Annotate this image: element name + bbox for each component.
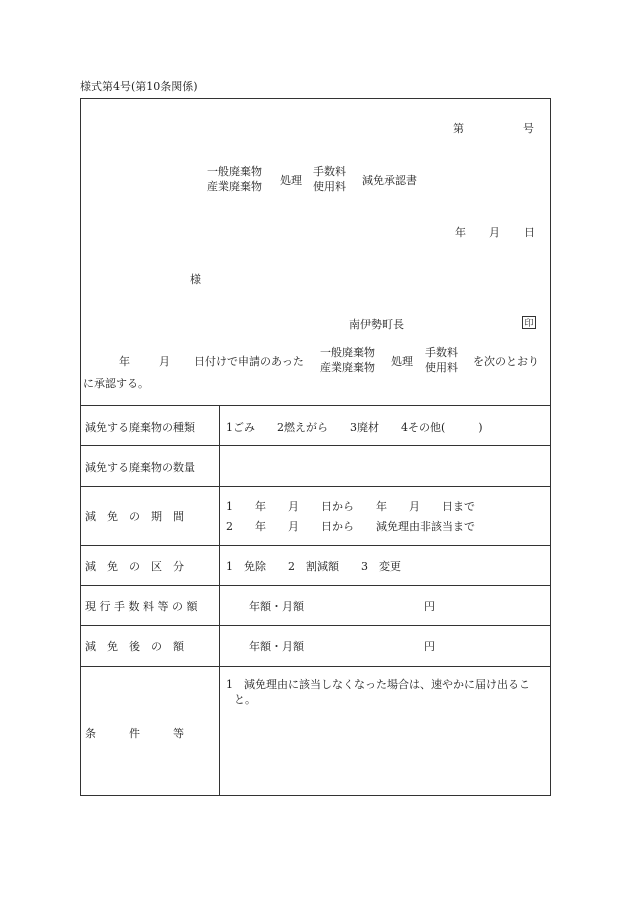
row-value-period-1: 1 年 月 日から 年 月 日まで — [226, 500, 475, 513]
doc-title: 減免承認書 — [362, 174, 417, 187]
row-yen-after-fee: 円 — [424, 640, 435, 653]
statement-fee-shiyoryo: 使用料 — [425, 361, 458, 374]
row-label-quantity: 減免する廃棄物の数量 — [85, 461, 195, 474]
row-label-conditions: 条 件 等 — [85, 727, 184, 740]
shori-label: 処理 — [280, 174, 302, 187]
row-divider — [81, 666, 550, 667]
row-value-conditions-1: 1 減免理由に該当しなくなった場合は、速やかに届け出るこ — [226, 678, 530, 691]
row-value-category: 1 免除 2 割減額 3 変更 — [226, 560, 401, 573]
statement-text-2: を次のとおり — [473, 355, 539, 368]
statement-shori: 処理 — [391, 355, 413, 368]
row-divider — [81, 445, 550, 446]
addressee-sama: 様 — [190, 273, 201, 286]
fee-type-shiyoryo: 使用料 — [313, 180, 346, 193]
form-caption: 様式第4号(第10条関係) — [80, 80, 198, 93]
row-divider — [81, 486, 550, 487]
waste-type-general: 一般廃棄物 — [207, 165, 262, 178]
row-divider — [81, 545, 550, 546]
row-yen-current-fee: 円 — [424, 600, 435, 613]
row-divider — [81, 405, 550, 406]
fee-type-stack — [313, 164, 346, 194]
statement-fee-stack — [425, 345, 458, 375]
row-value-conditions-2: と。 — [234, 693, 256, 706]
row-label-current-fee: 現 行 手 数 料 等 の 額 — [85, 600, 198, 613]
form-frame — [80, 98, 551, 796]
statement-fee-tesuryo: 手数料 — [425, 346, 458, 359]
number-dai: 第 — [453, 122, 464, 135]
row-label-kind: 減免する廃棄物の種類 — [85, 421, 195, 434]
statement-waste-industrial: 産業廃棄物 — [320, 361, 375, 374]
waste-type-stack — [207, 164, 262, 194]
row-value-period-2: 2 年 月 日から 減免理由非該当まで — [226, 520, 475, 533]
row-value-current-fee: 年額・月額 — [249, 600, 304, 613]
fee-type-tesuryo: 手数料 — [313, 165, 346, 178]
column-divider — [219, 405, 220, 796]
date-year: 年 — [455, 226, 466, 239]
number-go: 号 — [523, 122, 534, 135]
row-label-after-fee: 減 免 後 の 額 — [85, 640, 184, 653]
seal-mark: 印 — [522, 316, 536, 329]
row-divider — [81, 625, 550, 626]
row-divider — [81, 585, 550, 586]
issuer-name: 南伊勢町長 — [349, 318, 404, 331]
statement-line-2: に承認する。 — [83, 377, 149, 390]
row-label-period: 減 免 の 期 間 — [85, 510, 184, 523]
date-month: 月 — [489, 226, 500, 239]
statement-text-1: 日付けで申請のあった — [194, 355, 304, 368]
date-day: 日 — [524, 226, 535, 239]
row-label-category: 減 免 の 区 分 — [85, 560, 184, 573]
statement-year: 年 — [119, 355, 130, 368]
row-value-after-fee: 年額・月額 — [249, 640, 304, 653]
statement-waste-stack — [320, 345, 375, 375]
waste-type-industrial: 産業廃棄物 — [207, 180, 262, 193]
statement-month: 月 — [159, 355, 170, 368]
statement-waste-general: 一般廃棄物 — [320, 346, 375, 359]
row-value-kind: 1ごみ 2燃えがら 3廃材 4その他( ) — [226, 421, 483, 434]
